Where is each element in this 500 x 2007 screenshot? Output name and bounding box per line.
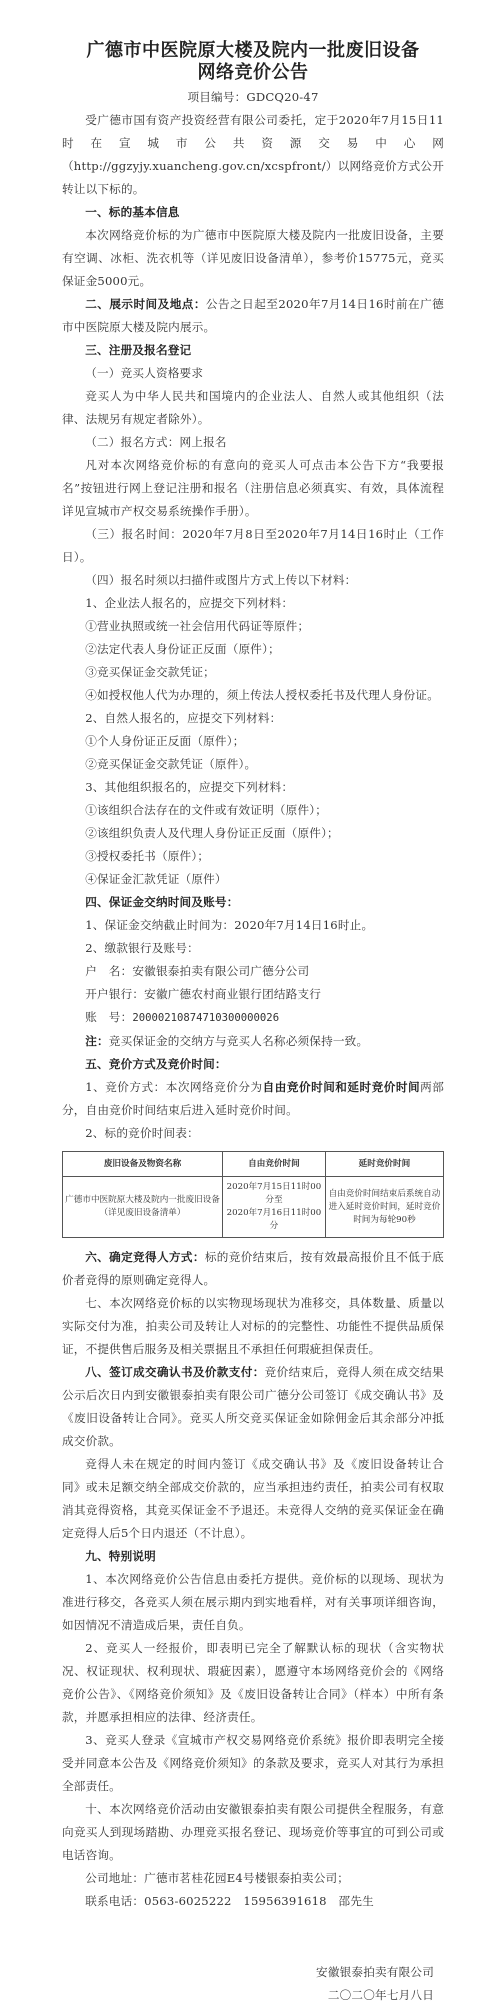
project-number: 项目编号：GDCQ20-47	[187, 90, 319, 104]
section-5-heading: 五、竞价方式及竞价时间：	[85, 1057, 227, 1071]
free-time-start: 2020年7月15日11时00分至	[226, 1182, 322, 1205]
section-3-p15: 3、其他组织报名的，应提交下列材料：	[85, 780, 294, 794]
intro-paragraph: 受广德市国有资产投资经营有限公司委托，定于2020年7月15日11时在宣城市公共资源交易中心网（http://ggzyjy.xuancheng.gov.cn/xcspfront/）以网络竞价方式公开转让以下标的。	[62, 113, 444, 196]
section-3-p14: ②竞买保证金交款凭证（原件）。	[85, 757, 257, 771]
section-1-heading: 一、标的基本信息	[85, 205, 180, 219]
title-line-2: 网络竞价公告	[197, 62, 309, 83]
section-1-body: 本次网络竞价标的为广德市中医院原大楼及院内一批废旧设备，主要有空调、冰柜、洗衣机等（详见废旧设备清单），参考价15775元，竞买保证金5000元。	[62, 228, 444, 288]
section-3-p5: （三）报名时间：2020年7月8日至2020年7月14日16时止（工作日）。	[62, 527, 444, 564]
account-number: 20000210874710300000026	[132, 1012, 280, 1024]
section-3-p9: ②法定代表人身份证正反面（原件）；	[85, 642, 280, 656]
section-3-p16: ①该组织合法存在的文件或有效证明（原件）；	[85, 803, 328, 817]
section-3-p19: ④保证金汇款凭证（原件）	[85, 872, 227, 886]
section-3-p1: （一）竞买人资格要求	[85, 366, 204, 380]
table-cell-free-time	[223, 1177, 326, 1238]
section-3-p18: ③授权委托书（原件）；	[85, 849, 210, 863]
title-line-1: 广德市中医院原大楼及院内一批废旧设备	[86, 40, 420, 61]
table-header-row	[63, 1152, 444, 1177]
account-label: 账 号：	[85, 1010, 133, 1024]
note-body: 竞买保证金的交纳方与竞买人名称必须保持一致。	[108, 1034, 369, 1048]
bidding-schedule-table	[62, 1151, 444, 1238]
section-4-p1: 1、保证金交纳截止时间为：2020年7月14日16时止。	[85, 918, 374, 932]
section-10: 十、本次网络竞价活动由安徽银泰拍卖有限公司提供全程服务，有意向竞买人到现场踏勘、办理竞买报名登记、现场竞价等事宜的可到公司或电话咨询。	[62, 1802, 444, 1862]
signature-date: 二〇二〇年七月八日	[327, 1988, 434, 2002]
company-address: 公司地址：广德市茗桂花园E4号楼银泰拍卖公司；	[85, 1871, 350, 1885]
section-4-p6	[62, 1030, 444, 1053]
section-3-p11: ④如授权他人代为办理的，须上传法人授权委托书及代理人身份证。	[85, 688, 440, 702]
table-row	[63, 1177, 444, 1238]
table-cell-name: 广德市中医院原大楼及院内一批废旧设备（详见废旧设备清单）	[63, 1177, 223, 1238]
section-5-p1-pre: 1、竞价方式：本次网络竞价分为	[85, 1080, 263, 1094]
section-3-p13: ①个人身份证正反面（原件）；	[85, 734, 245, 748]
section-6-heading: 六、确定竞得人方式：	[85, 1250, 205, 1264]
section-4-p2: 2、缴款银行及账号：	[85, 941, 199, 955]
section-4-p5	[62, 1006, 444, 1030]
section-5-p1	[62, 1076, 444, 1122]
section-3-p6: （四）报名时须以扫描件或图片方式上传以下材料：	[85, 573, 357, 587]
section-8-heading: 八、签订成交确认书及价款支付：	[85, 1365, 265, 1379]
signature-company: 安徽银泰拍卖有限公司	[316, 1965, 434, 1979]
section-6-body: 标的竞价结束后，按有效最高报价且不低于底价者竞得的原则确定竞得人。	[62, 1250, 444, 1287]
section-6	[62, 1246, 444, 1292]
section-3-p2: 竞买人为中华人民共和国境内的企业法人、自然人或其他组织（法律、法规另有规定者除外）。	[62, 389, 444, 426]
section-5-p1-post: 两部分，自由竞价时间结束后进入延时竞价时间。	[62, 1080, 444, 1117]
section-9-p2: 2、竞买人一经报价，即表明已完全了解默认标的现状（含实物状况、权证现状、权利现状、瑕疵因素），愿遵守本场网络竞价会的《网络竞价公告》、《网络竞价须知》及《废旧设备转让合同》（样本）中所有条款，并愿承担相应的法律、经济责任。	[62, 1641, 444, 1724]
section-3-p17: ②该组织负责人及代理人身份证正反面（原件）；	[85, 826, 339, 840]
section-3-p3: （二）报名方式：网上报名	[85, 435, 227, 449]
table-header-delay-time: 延时竞价时间	[325, 1152, 443, 1177]
section-8-p2: 竞得人未在规定的时间内签订《成交确认书》及《废旧设备转让合同》或未足额交纳全部成交价款的，应当承担违约责任，拍卖公司有权取消其竞得资格，其竞买保证金不予退还。未竞得人交纳的竞买保证金在确定竞得人后5个日内退还（不计息）。	[62, 1457, 444, 1540]
announcement-title	[62, 40, 444, 84]
table-header-free-time: 自由竞价时间	[223, 1152, 326, 1177]
section-9-heading: 九、特别说明	[85, 1549, 156, 1563]
section-3-p8: ①营业执照或统一社会信用代码证等原件；	[85, 619, 310, 633]
contact-phone: 联系电话：0563-6025222 15956391618 邵先生	[85, 1894, 374, 1908]
section-9-p3: 3、竞买人登录《宣城市产权交易网络竞价系统》报价即表明完全接受并同意本公告及《网络竞价须知》的条款及要求，竞买人对其行为承担全部责任。	[62, 1733, 444, 1793]
section-3-p10: ③竞买保证金交款凭证；	[85, 665, 215, 679]
section-5-p1-bold: 自由竞价时间和延时竞价时间	[262, 1080, 421, 1094]
section-2	[62, 293, 444, 339]
section-3-p7: 1、企业法人报名的，应提交下列材料：	[85, 596, 294, 610]
section-8	[62, 1361, 444, 1453]
section-4-p3: 户 名：安徽银泰拍卖有限公司广德分公司	[85, 964, 310, 978]
section-3-heading: 三、注册及报名登记	[85, 343, 192, 357]
section-4-heading: 四、保证金交纳时间及账号：	[85, 895, 239, 909]
section-2-heading: 二、展示时间及地点：	[85, 297, 206, 311]
section-9-p1: 1、本次网络竞价公告信息由委托方提供。竞价标的以现场、现状为准进行移交，各竞买人须在展示期内到实地看样，对有关事项详细咨询，如因情况不清造成后果，责任自负。	[62, 1572, 444, 1632]
note-label: 注：	[85, 1034, 109, 1048]
table-header-name: 废旧设备及物资名称	[63, 1152, 223, 1177]
section-5-p2: 2、标的竞价时间表：	[85, 1126, 199, 1140]
section-3-p4: 凡对本次网络竞价标的有意向的竞买人可点击本公告下方“我要报名”按钮进行网上登记注册和报名（注册信息必须真实、有效，具体流程详见宣城市产权交易系统操作手册）。	[62, 458, 444, 518]
free-time-end: 2020年7月16日11时00分	[226, 1208, 322, 1231]
table-cell-delay-time: 自由竞价时间结束后系统自动进入延时竞价时间，延时竞价时间为每轮90秒	[325, 1177, 443, 1238]
section-3-p12: 2、自然人报名的，应提交下列材料：	[85, 711, 282, 725]
section-2-body: 公告之日起至2020年7月14日16时前在广德市中医院原大楼及院内展示。	[62, 297, 444, 334]
section-7: 七、本次网络竞价标的以实物现场现状为准移交，具体数量、质量以实际交付为准，拍卖公司及转让人对标的的完整性、功能性不提供品质保证，不提供售后服务及相关票据且不承担任何瑕疵担保责任。	[62, 1296, 444, 1356]
section-4-p4: 开户银行：安徽广德农村商业银行团结路支行	[85, 987, 322, 1001]
section-8-body: 竞价结束后，竞得人须在成交结果公示后次日内到安徽银泰拍卖有限公司广德分公司签订《成交确认书》及《废旧设备转让合同》。竞买人所交竞买保证金如除佣金后其余部分冲抵成交价款。	[62, 1365, 444, 1448]
